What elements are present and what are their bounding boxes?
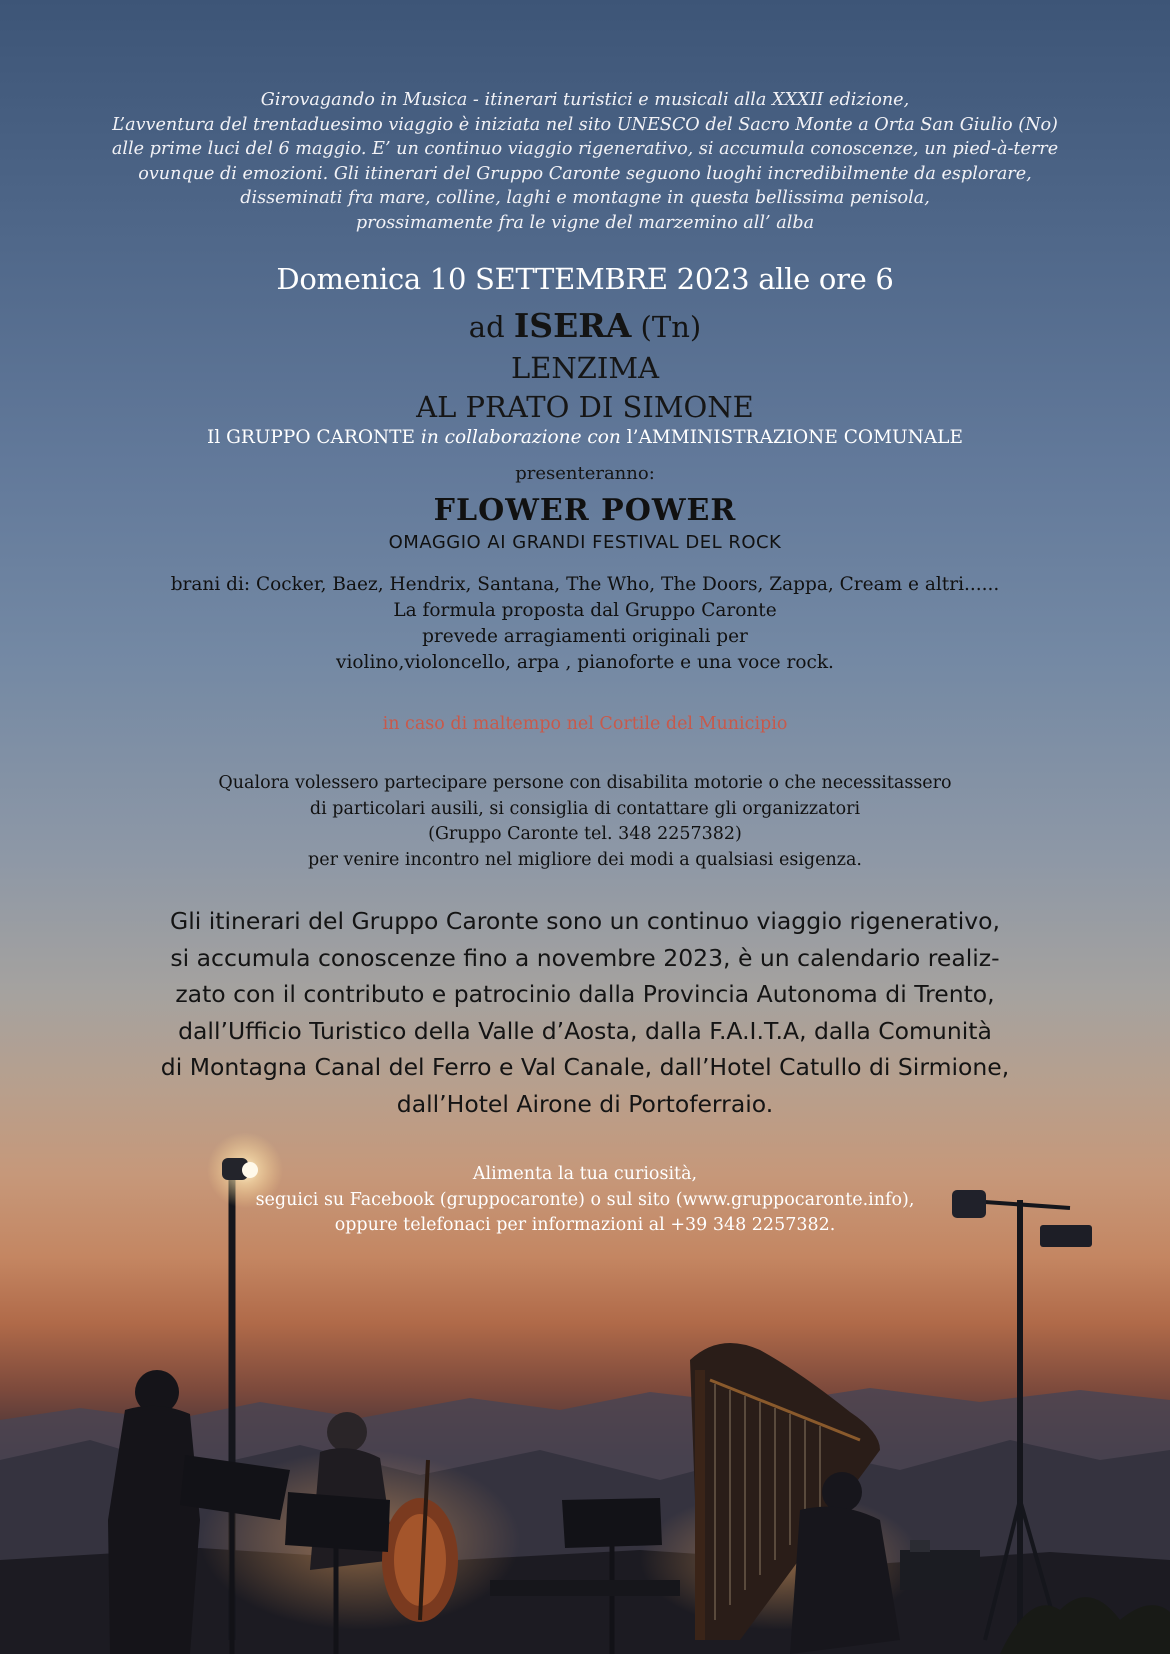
intro-line: ovunque di emozioni. Gli itinerari del Gruppo Caronte seguono luoghi incredibilmente da esplorare, (138, 163, 1032, 184)
intro-line: disseminati fra mare, colline, laghi e montagne in questa bellissima penisola, (240, 188, 930, 208)
intro-line: L’avventura del trentaduesimo viaggio è iniziata nel sito UNESCO del Sacro Monte a Orta San Giulio (No) (112, 114, 1058, 135)
contact-line: seguici su Facebook (gruppocaronte) o sul sito (www.gruppocaronte.info), (255, 1189, 915, 1210)
program-line: prevede arragiamenti originali per (422, 626, 748, 647)
program-line: brani di: Cocker, Baez, Hendrix, Santana, The Who, The Doors, Zappa, Cream e altri...... (170, 574, 1000, 595)
accessibility-paragraph (0, 771, 1170, 873)
accessibility-line: Qualora volessero partecipare persone con disabilita motorie o che necessitassero (218, 773, 952, 793)
event-date: Domenica 10 SETTEMBRE 2023 alle ore 6 (276, 262, 894, 296)
presents-label: presenteranno: (515, 463, 655, 484)
place-suffix: (Tn) (640, 310, 702, 344)
program-line: La formula proposta dal Gruppo Caronte (393, 600, 777, 621)
sponsors-line: Gli itinerari del Gruppo Caronte sono un continuo viaggio rigenerativo, (170, 907, 1000, 935)
program-paragraph (0, 572, 1170, 676)
event-place (0, 306, 1170, 345)
sponsors-line: si accumula conoscenze fino a novembre 2023, è un calendario realiz- (170, 943, 1000, 972)
contact-line: Alimenta la tua curiosità, (472, 1164, 698, 1184)
intro-line: alle prime luci del 6 maggio. E’ un continuo viaggio rigenerativo, si accumula conoscenze, un pied-à-terre (111, 139, 1059, 159)
show-subtitle: OMAGGIO AI GRANDI FESTIVAL DEL ROCK (388, 532, 782, 553)
violinist-silhouette (108, 1370, 200, 1654)
collab-group: Il GRUPPO CARONTE (207, 427, 416, 448)
sponsors-line: zato con il contributo e patrocinio dalla Provincia Autonoma di Trento, (175, 980, 995, 1008)
collab-partner: l’AMMINISTRAZIONE COMUNALE (626, 427, 963, 448)
show-title: FLOWER POWER (433, 493, 737, 528)
intro-line: Girovagando in Musica - itinerari turistici e musicali alla XXXII edizione, (260, 90, 910, 110)
event-site: AL PRATO DI SIMONE (416, 390, 754, 424)
intro-line: prossimamente fra le vigne del marzemino all’ alba (355, 212, 815, 233)
event-locality: LENZIMA (510, 351, 660, 385)
accessibility-line: per venire incontro nel migliore dei modi a qualsiasi esigenza. (308, 849, 862, 870)
accessibility-line: di particolari ausili, si consiglia di contattare gli organizzatori (309, 798, 861, 819)
contact-paragraph (0, 1162, 1170, 1239)
sponsors-line: dall’Hotel Airone di Portoferraio. (396, 1089, 774, 1118)
collaboration-line (0, 427, 1170, 448)
bad-weather-note: in caso di maltempo nel Cortile del Municipio (382, 714, 788, 734)
sponsors-paragraph (0, 903, 1170, 1122)
contact-line: oppure telefonaci per informazioni al +39 348 2257382. (334, 1215, 836, 1235)
place-name: ISERA (513, 306, 632, 345)
intro-paragraph (0, 88, 1170, 235)
collab-mid: in collaborazione con (420, 427, 621, 448)
place-prefix: ad (468, 310, 505, 344)
sponsors-line: dall’Ufficio Turistico della Valle d’Aosta, dalla F.A.I.T.A, dalla Comunità (178, 1016, 992, 1045)
program-line: violino,violoncello, arpa , pianoforte e una voce rock. (336, 652, 834, 673)
sponsors-line: di Montagna Canal del Ferro e Val Canale, dall’Hotel Catullo di Sirmione, (160, 1053, 1010, 1081)
accessibility-line: (Gruppo Caronte tel. 348 2257382) (428, 824, 742, 844)
